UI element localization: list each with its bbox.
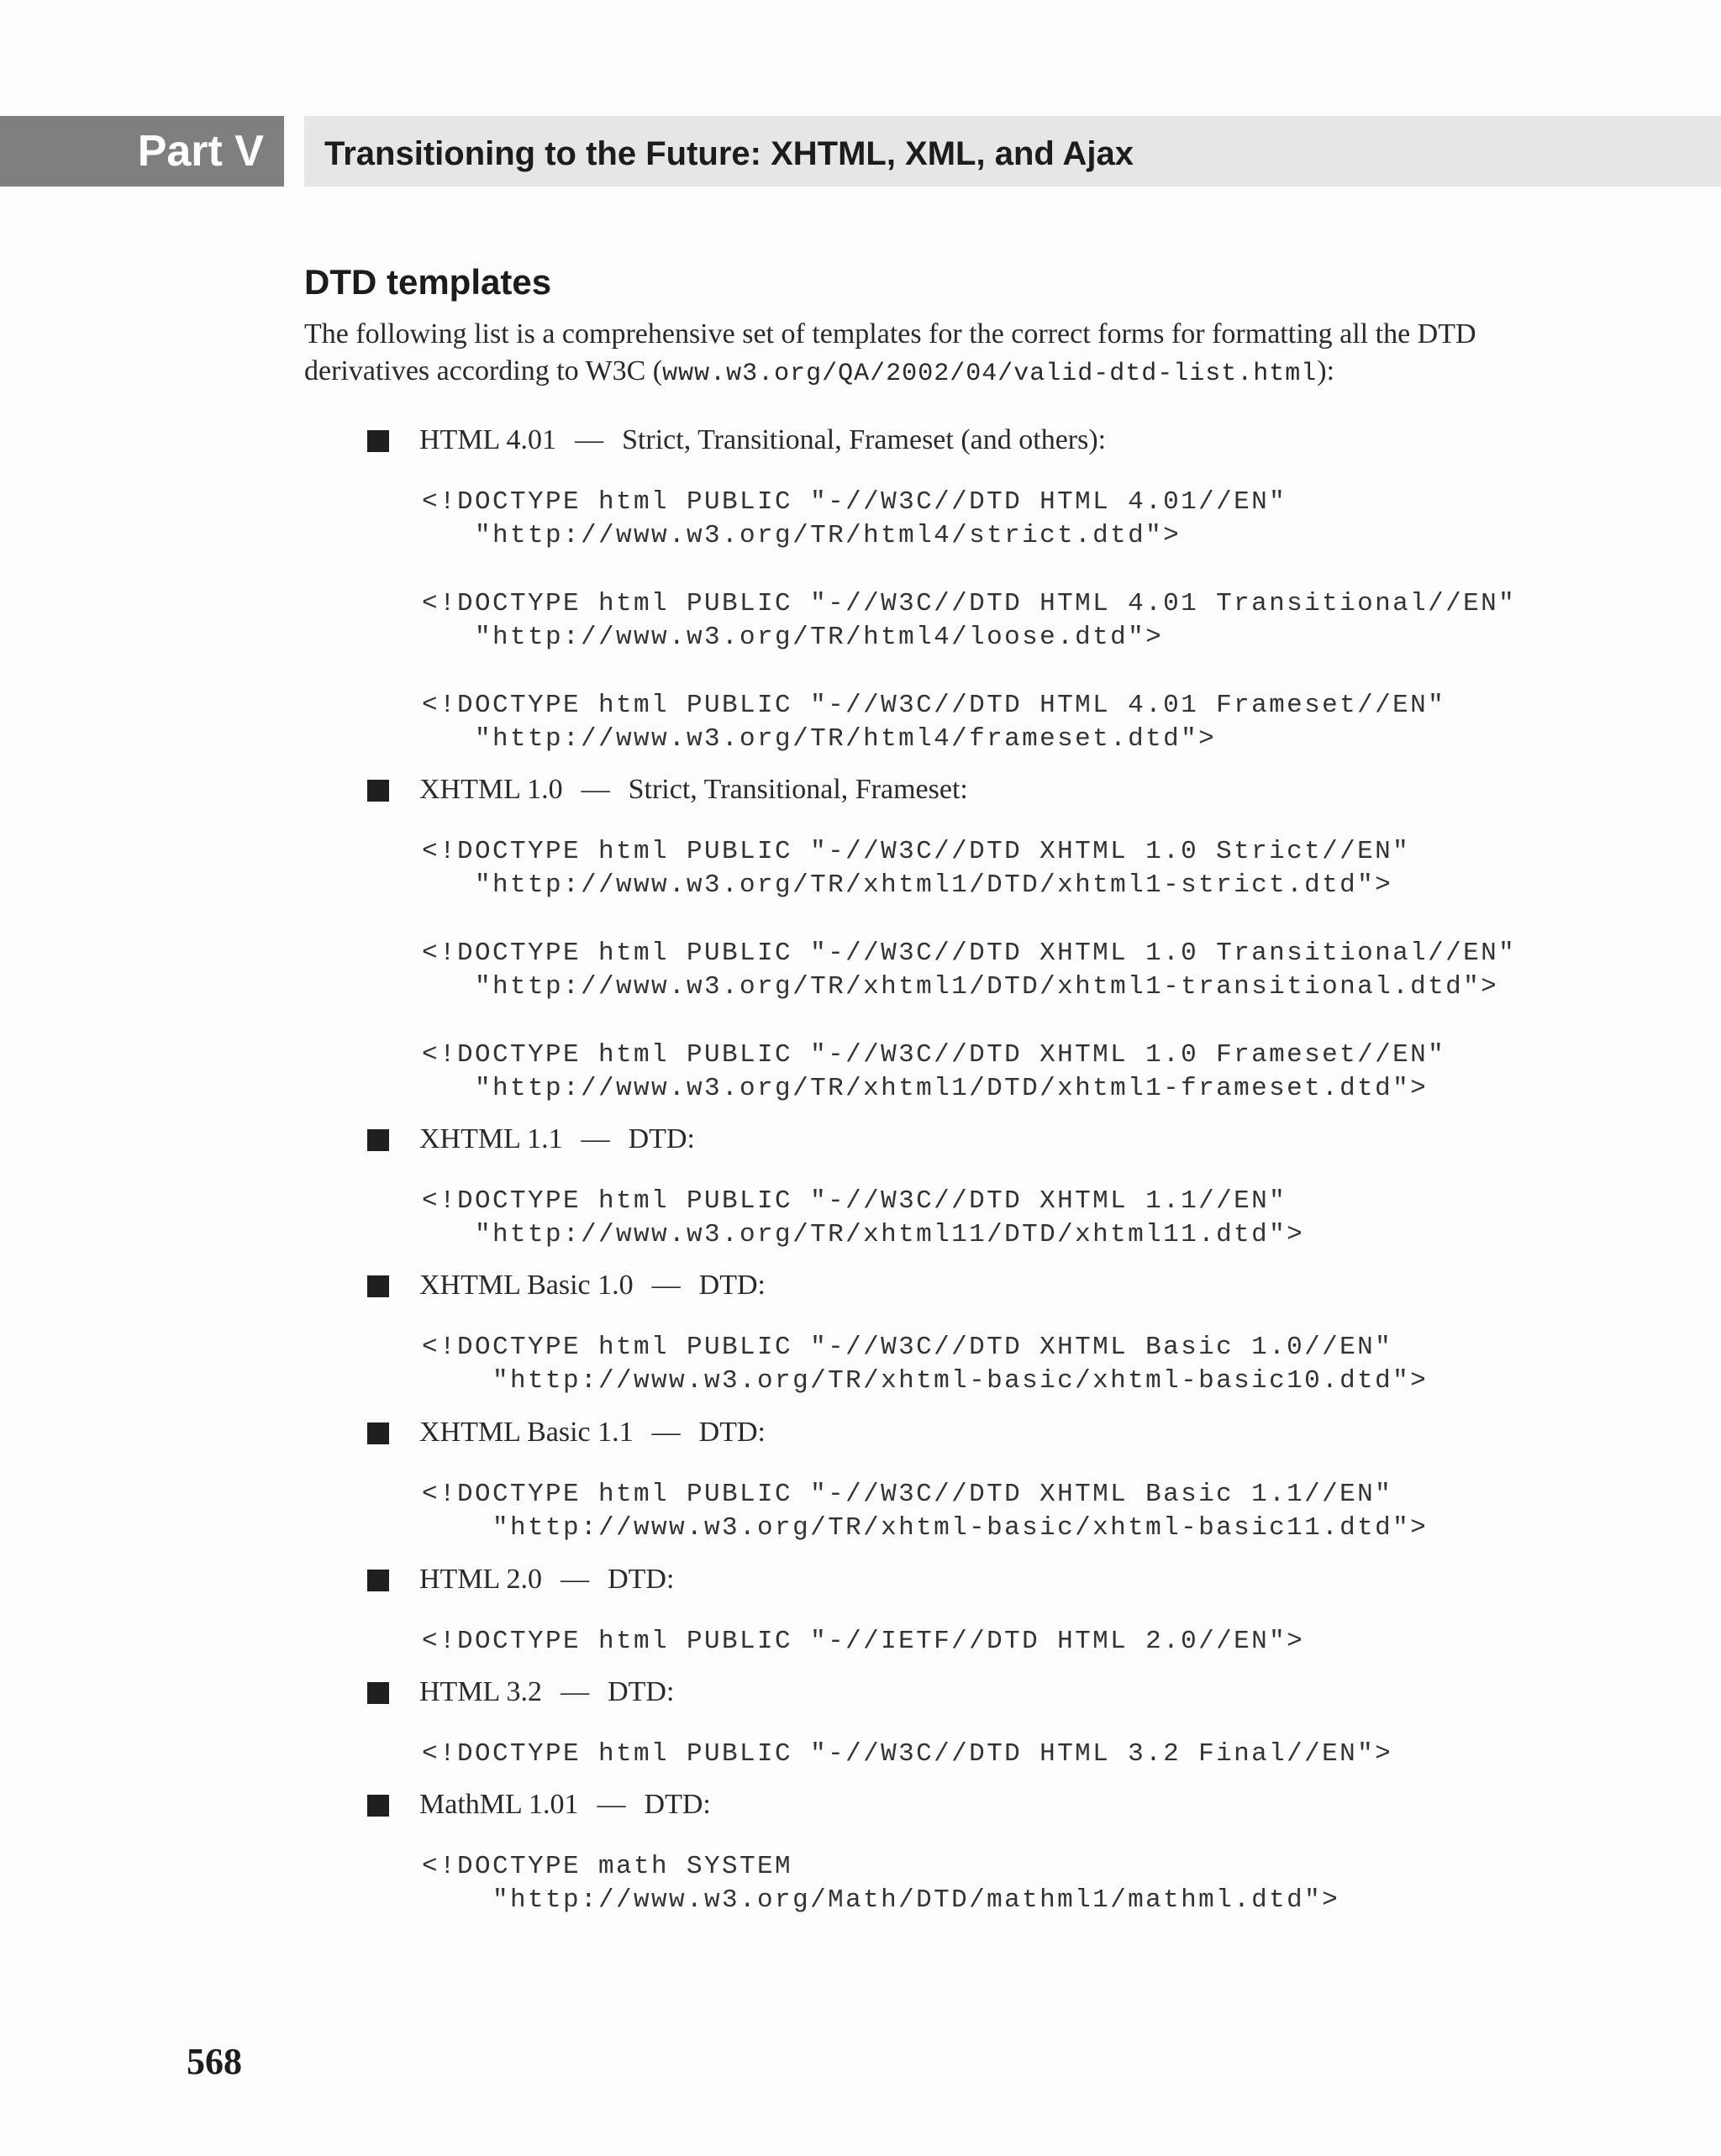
item-desc: DTD:: [644, 1789, 711, 1820]
item-dash: —: [561, 1564, 590, 1595]
item-name: HTML 3.2: [419, 1676, 543, 1707]
bullet-square-icon: [367, 1422, 389, 1444]
list-item: [367, 771, 1544, 808]
code-block: <!DOCTYPE html PUBLIC "-//W3C//DTD XHTML 1.0 Frameset//EN" "http://www.w3.org/TR/xhtml1/DTD/xhtml1-frameset.dtd">: [422, 1040, 1446, 1103]
code-block: <!DOCTYPE html PUBLIC "-//W3C//DTD XHTML Basic 1.1//EN" "http://www.w3.org/TR/xhtml-basic/xhtml-basic11.dtd">: [422, 1480, 1429, 1543]
item-name: XHTML Basic 1.1: [419, 1417, 634, 1448]
bullet-square-icon: [367, 1570, 389, 1591]
bullet-square-icon: [367, 1682, 389, 1704]
list-item-text: [419, 1674, 674, 1711]
list-item-text: [419, 1267, 766, 1304]
list-item-text: [419, 1786, 711, 1823]
item-dash: —: [597, 1789, 626, 1820]
code-block: <!DOCTYPE html PUBLIC "-//W3C//DTD XHTML 1.0 Strict//EN" "http://www.w3.org/TR/xhtml1/DTD/xhtml1-strict.dtd">: [422, 837, 1411, 900]
item-desc: Strict, Transitional, Frameset (and others):: [622, 424, 1107, 455]
list-item: [367, 1267, 1544, 1304]
item-dash: —: [581, 774, 610, 805]
bullet-square-icon: [367, 780, 389, 802]
list-item: [367, 422, 1544, 459]
item-dash: —: [561, 1676, 590, 1707]
list-item: [367, 1121, 1544, 1158]
bullet-square-icon: [367, 430, 389, 452]
item-dash: —: [651, 1417, 681, 1448]
bullet-square-icon: [367, 1129, 389, 1151]
item-desc: DTD:: [628, 1123, 695, 1154]
list-item: [367, 1786, 1544, 1823]
item-dash: —: [651, 1270, 681, 1301]
code-block: <!DOCTYPE math SYSTEM "http://www.w3.org/Math/DTD/mathml1/mathml.dtd">: [422, 1852, 1340, 1915]
item-name: HTML 4.01: [419, 424, 557, 455]
item-desc: DTD:: [698, 1270, 766, 1301]
item-desc: Strict, Transitional, Frameset:: [628, 774, 968, 805]
item-name: XHTML Basic 1.0: [419, 1270, 634, 1301]
intro-url: www.w3.org/QA/2002/04/valid-dtd-list.html: [662, 360, 1318, 388]
list-item-text: [419, 1561, 674, 1598]
code-block: <!DOCTYPE html PUBLIC "-//W3C//DTD XHTML 1.1//EN" "http://www.w3.org/TR/xhtml11/DTD/xhtml11.dtd">: [422, 1186, 1305, 1249]
page-number: 568: [187, 2041, 242, 2082]
item-name: XHTML 1.0: [419, 774, 563, 805]
code-block: <!DOCTYPE html PUBLIC "-//W3C//DTD HTML 3.2 Final//EN">: [422, 1739, 1393, 1769]
list-item: [367, 1674, 1544, 1711]
item-desc: DTD:: [698, 1417, 766, 1448]
code-block: <!DOCTYPE html PUBLIC "-//W3C//DTD HTML 4.01//EN" "http://www.w3.org/TR/html4/strict.dtd">: [422, 487, 1287, 550]
bullet-square-icon: [367, 1795, 389, 1817]
bullet-square-icon: [367, 1275, 389, 1297]
chapter-title: Transitioning to the Future: XHTML, XML, and Ajax: [304, 116, 1721, 187]
item-name: HTML 2.0: [419, 1564, 543, 1595]
list-item: [367, 1414, 1544, 1451]
code-block: <!DOCTYPE html PUBLIC "-//W3C//DTD XHTML 1.0 Transitional//EN" "http://www.w3.org/TR/xhtml1/DTD/xhtml1-transitional.dtd">: [422, 939, 1517, 1002]
code-block: <!DOCTYPE html PUBLIC "-//W3C//DTD HTML 4.01 Transitional//EN" "http://www.w3.org/TR/html4/loose.dtd">: [422, 589, 1517, 652]
intro-text: The following list is a comprehensive set of templates for the correct forms for formatting all the DTD derivatives according to W3C (: [304, 318, 1476, 387]
item-name: XHTML 1.1: [419, 1123, 563, 1154]
intro-paragraph: [304, 316, 1531, 392]
list-item-text: [419, 422, 1106, 459]
code-block: <!DOCTYPE html PUBLIC "-//W3C//DTD HTML 4.01 Frameset//EN" "http://www.w3.org/TR/html4/frameset.dtd">: [422, 691, 1446, 754]
intro-close: ):: [1317, 355, 1335, 387]
item-name: MathML 1.01: [419, 1789, 579, 1820]
list-item: [367, 1561, 1544, 1598]
item-desc: DTD:: [608, 1564, 675, 1595]
code-block: <!DOCTYPE html PUBLIC "-//W3C//DTD XHTML Basic 1.0//EN" "http://www.w3.org/TR/xhtml-basic/xhtml-basic10.dtd">: [422, 1333, 1429, 1396]
list-item-text: [419, 1414, 766, 1451]
part-label: Part V: [0, 116, 284, 187]
list-item-text: [419, 771, 968, 808]
code-block: <!DOCTYPE html PUBLIC "-//IETF//DTD HTML 2.0//EN">: [422, 1627, 1305, 1656]
item-dash: —: [581, 1123, 610, 1154]
section-heading: DTD templates: [304, 262, 552, 302]
item-desc: DTD:: [608, 1676, 675, 1707]
list-item-text: [419, 1121, 695, 1158]
item-dash: —: [575, 424, 604, 455]
